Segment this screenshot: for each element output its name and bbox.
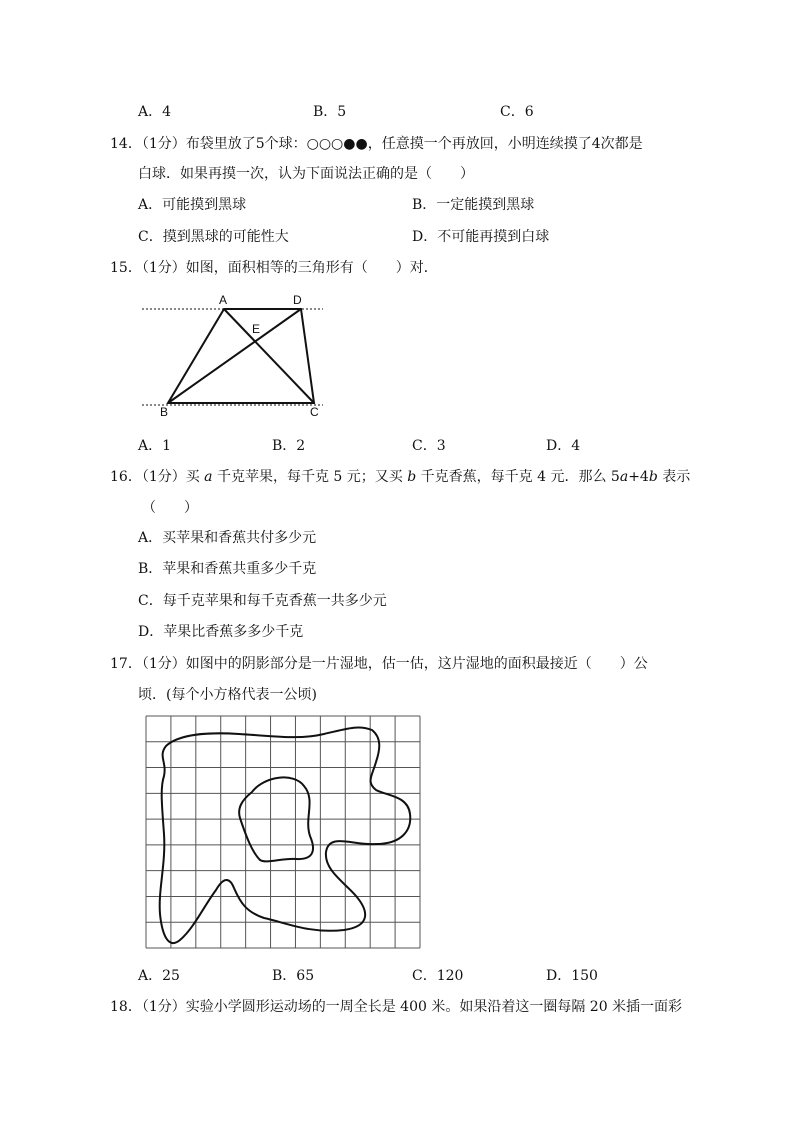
q16-stem-line2: （ ） <box>142 500 198 516</box>
q14-stem-line1: 14．（1分）布袋里放了5个球：○○○●●，任意摸一个再放回，小明连续摸了4次都是 <box>110 136 643 152</box>
label-a: A <box>219 293 228 307</box>
q16-option-b: B．苹果和香蕉共重多少千克 <box>138 561 317 577</box>
q17-wetland-grid-figure <box>144 714 424 954</box>
wetland-outer-boundary <box>160 727 411 943</box>
trapezoid-outline <box>168 309 314 403</box>
q16-option-a: A．买苹果和香蕉共付多少元 <box>138 530 317 546</box>
label-c: C <box>310 405 319 419</box>
q13-option-a: A．4 <box>138 104 172 120</box>
q17-option-c: C．120 <box>412 968 464 984</box>
q15-stem: 15．（1分）如图，面积相等的三角形有（ ）对． <box>110 260 438 276</box>
q16-option-d: D．苹果比香蕉多多少千克 <box>138 624 304 640</box>
q17-option-d: D．150 <box>546 968 598 984</box>
q16-option-c: C．每千克苹果和每千克香蕉一共多少元 <box>138 593 387 609</box>
q17-stem-line1: 17．（1分）如图中的阴影部分是一片湿地，估一估，这片湿地的面积最接近（ ）公 <box>110 656 648 672</box>
q14-option-b: B．一定能摸到黑球 <box>412 197 535 213</box>
q15-option-c: C．3 <box>412 438 446 454</box>
q13-option-c: C．6 <box>500 104 534 120</box>
diagonal-bd <box>168 309 301 403</box>
label-d: D <box>293 293 302 307</box>
q17-stem-line2: 顷．(每个小方格代表一公顷) <box>138 687 317 703</box>
q14-stem-line2: 白球．如果再摸一次，认为下面说法正确的是（ ） <box>138 166 474 182</box>
q15-option-d: D．4 <box>546 438 581 454</box>
q16-stem-line1: 16．（1分）买 a 千克苹果，每千克 5 元；又买 b 千克香蕉，每千克 4 元．那么 5a+4b 表示 <box>110 469 691 485</box>
label-b: B <box>160 405 169 419</box>
q13-option-b: B．5 <box>313 104 347 120</box>
q17-option-a: A．25 <box>138 968 180 984</box>
q17-option-b: B．65 <box>272 968 315 984</box>
label-e: E <box>252 322 261 336</box>
q14-option-d: D．不可能再摸到白球 <box>412 229 550 245</box>
diagonal-ac <box>224 309 314 403</box>
q14-option-c: C．摸到黑球的可能性大 <box>138 229 289 245</box>
q15-option-b: B．2 <box>272 438 306 454</box>
q18-stem-line1: 18．（1分）实验小学圆形运动场的一周全长是 400 米。如果沿着这一圈每隔 20 米插一面彩 <box>110 999 683 1015</box>
q15-option-a: A．1 <box>138 438 172 454</box>
q14-option-a: A．可能摸到黑球 <box>138 197 247 213</box>
q15-trapezoid-figure <box>138 290 378 420</box>
